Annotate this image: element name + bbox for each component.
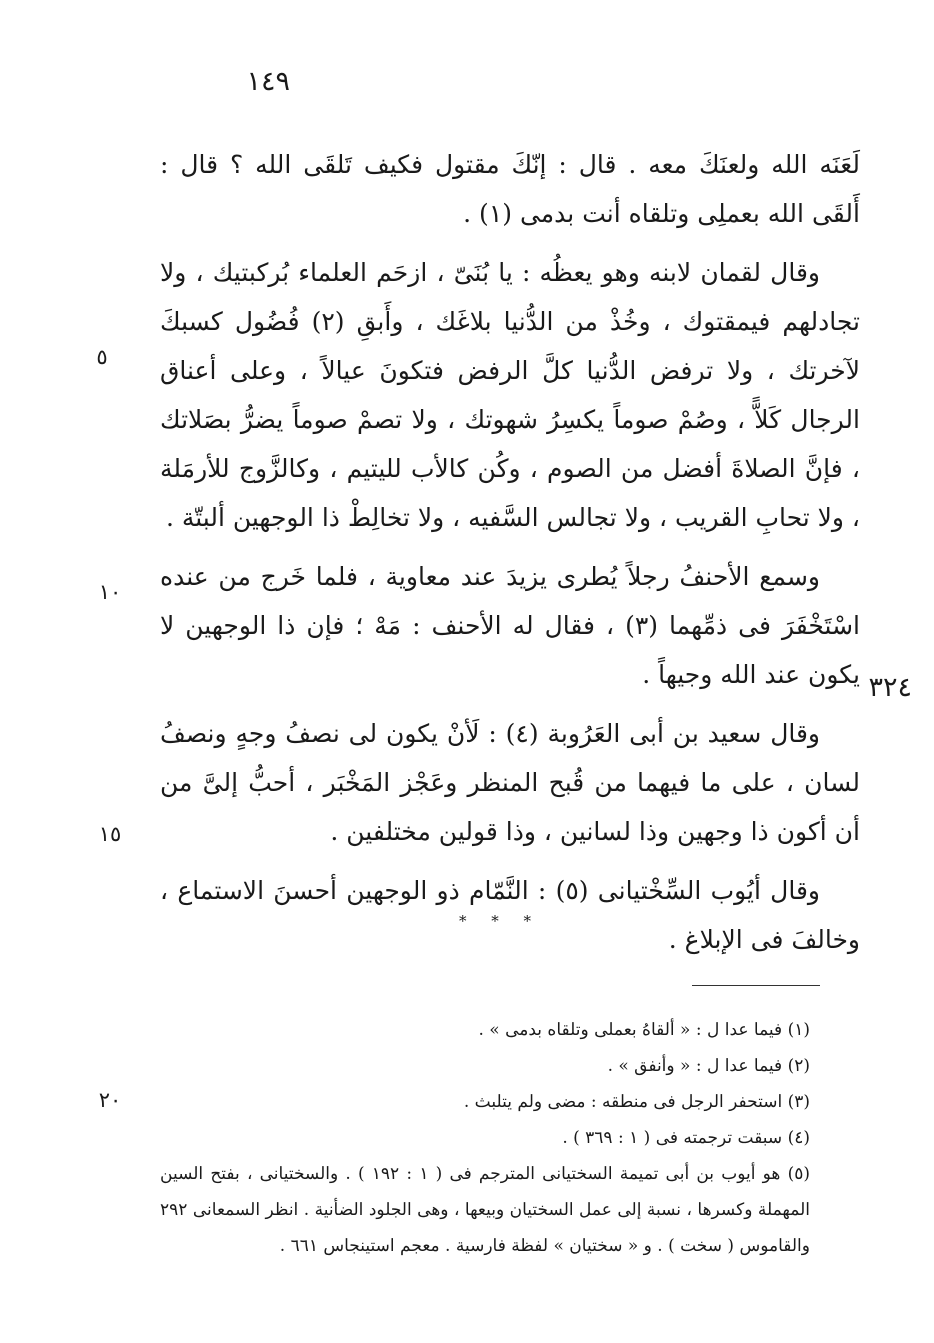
margin-line-number-10: ١٠ bbox=[98, 580, 122, 604]
footnote-4: (٤) سبقت ترجمته فى ( ١ : ٣٦٩ ) . bbox=[562, 1128, 810, 1148]
footnote-1: (١) فيما عدا ل : « ألقاهُ بعملى وتلقاه بدمى » . bbox=[478, 1020, 810, 1040]
footnote-5: (٥) هو أيوب بن أبى تميمة السختيانى المترجم فى ( ١ : ١٩٢ ) . والسختيانى ، بفتح السين المهملة وكسرها ، نسبة إلى عمل السختيان وبيعها ، وهى الجلود الضأنية . انظر السمعانى ٢٩٢ والقاموس ( سخت ) . و « سختيان » لفظة فارسية . معجم استينجاس ٦٦١ . bbox=[160, 1164, 810, 1256]
section-separator: * * * bbox=[458, 912, 542, 930]
paragraph-5: وقال أيُوب السِّخْتيانى (٥) : النَّمّام ذو الوجهين أحسنَ الاستماع ، وخالفَ فى الإبلاغ . bbox=[160, 876, 860, 954]
reference-number: ٣٢٤ bbox=[868, 672, 912, 703]
footnotes-block bbox=[160, 1012, 840, 1264]
paragraph-2: وقال لقمان لابنه وهو يعظُه : يا بُنَىّ ، ازحَم العلماء بُركبتيك ، ولا تجادلهم فيمقتوك ، وخُذْ من الدُّنيا بلاغَك ، وأَبقِ (٢) فُضُول كسبكَ لآخرتك ، ولا ترفض الدُّنيا كلَّ الرفض فتكونَ عيالاً ، وعلى أعناق الرجال كَلاًّ ، وصُمْ صوماً يكسِرُ شهوتك ، ولا تصمْ صوماً يضرُّ بصَلاتك ، فإنَّ الصلاةَ أفضل من الصوم ، وكُن كالأب لليتيم ، وكالزَّوج للأرمَلة ، ولا تحابِ القريب ، ولا تجالس السَّفيه ، ولا تخالِطْ ذا الوجهين ألبتّة . bbox=[160, 258, 860, 532]
main-text-block bbox=[160, 140, 860, 964]
paragraph-4: وقال سعيد بن أبى العَرُوبة (٤) : لَأنْ يكون لى نصفُ وجهٍ ونصفُ لسان ، على ما فيهما من قُبح المنظر وعَجْز المَخْبَر ، أحبُّ إلىَّ من أن أكون ذا وجهين وذا لسانين ، وذا قولين مختلفين . bbox=[160, 719, 860, 846]
margin-line-number-20: ٢٠ bbox=[98, 1088, 122, 1112]
footnote-3: (٣) استحفر الرجل فى منطقه : مضى ولم يتلبث . bbox=[463, 1092, 810, 1112]
margin-line-number-5: ٥ bbox=[96, 345, 108, 369]
margin-line-number-15: ١٥ bbox=[98, 822, 122, 846]
footnote-2: (٢) فيما عدا ل : « وأنفق » . bbox=[607, 1056, 810, 1076]
footnote-divider bbox=[692, 985, 820, 986]
paragraph-1: لَعَنَه الله ولعنَكَ معه . قال : إنّكَ مقتول فكيف تَلقَى الله ؟ قال : أَلقَى الله بعملِى وتلقاه أنت بدمى (١) . bbox=[160, 150, 860, 228]
page-number: ١٤٩ bbox=[246, 66, 290, 97]
paragraph-3: وسمع الأحنفُ رجلاً يُطرى يزيدَ عند معاوية ، فلما خَرج من عنده اسْتَخْفَرَ فى ذمِّهما (٣) ، فقال له الأحنف : مَهْ ؛ فإن ذا الوجهين لا يكون عند الله وجيهاً . bbox=[160, 562, 860, 689]
